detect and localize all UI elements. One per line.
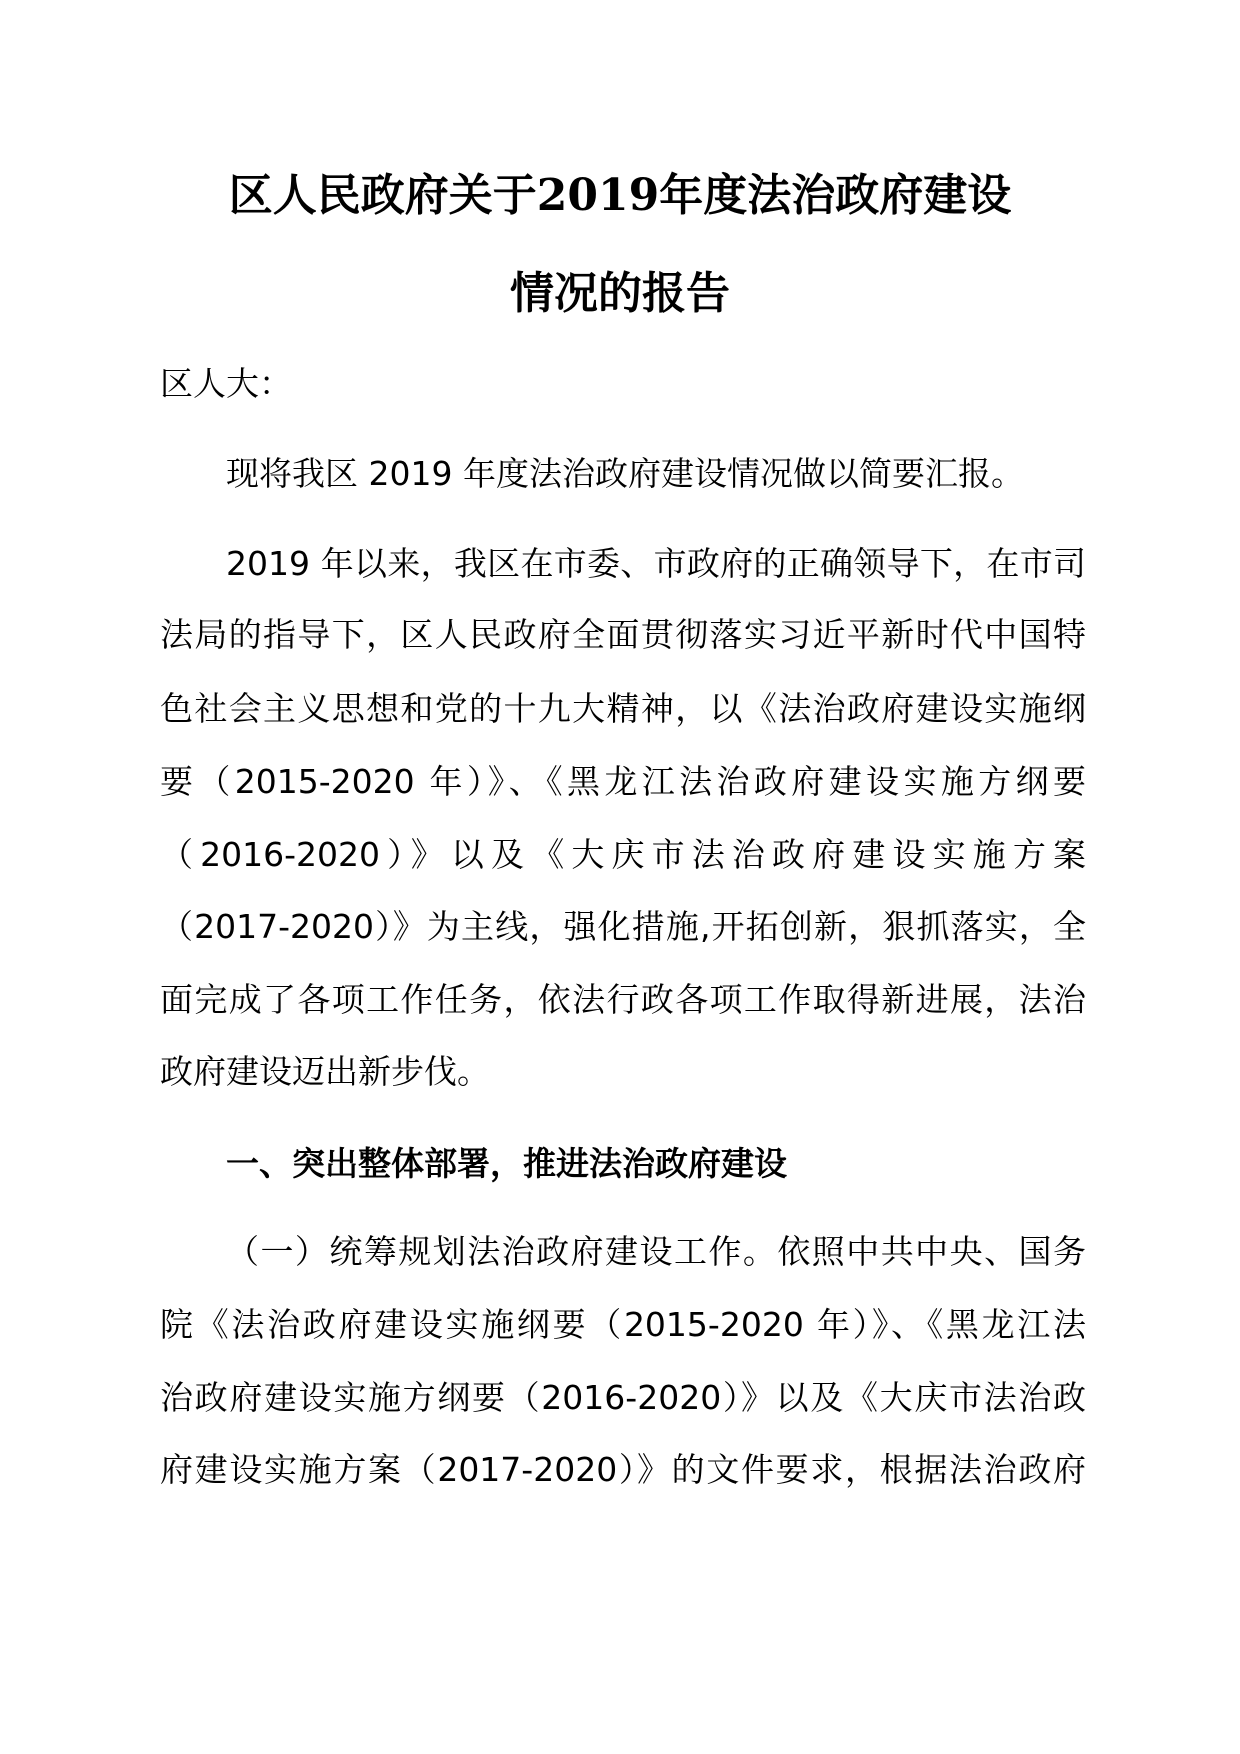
section-heading: 一、突出整体部署，推进法治政府建设 [226, 1144, 787, 1183]
document-title-line-1: 区人民政府关于2019年度法治政府建设 [228, 170, 1012, 221]
body-line: 要（2015-2020 年）》、《黑龙江法治政府建设实施方纲要 [160, 762, 1086, 801]
body-line: 院《法治政府建设实施纲要（2015-2020 年）》、《黑龙江法 [160, 1305, 1086, 1344]
body-line: 治政府建设实施方纲要（2016-2020）》以及《大庆市法治政 [160, 1378, 1086, 1417]
body-line: 政府建设迈出新步伐。 [160, 1052, 490, 1091]
body-line: （一）统筹规划法治政府建设工作。依照中共中央、国务 [226, 1232, 1086, 1271]
body-line: 法局的指导下，区人民政府全面贯彻落实习近平新时代中国特 [160, 615, 1086, 654]
body-line: 府建设实施方案（2017-2020）》的文件要求，根据法治政府 [160, 1450, 1086, 1489]
body-line: 2019 年以来，我区在市委、市政府的正确领导下，在市司 [226, 544, 1086, 583]
body-line: （2016-2020）》以及《大庆市法治政府建设实施方案 [160, 835, 1086, 874]
body-line: 色社会主义思想和党的十九大精神，以《法治政府建设实施纲 [160, 689, 1086, 728]
body-line: 面完成了各项工作任务，依法行政各项工作取得新进展，法治 [160, 980, 1086, 1019]
salutation: 区人大： [160, 364, 292, 403]
body-line: （2017-2020）》为主线，强化措施,开拓创新，狠抓落实，全 [160, 907, 1086, 946]
body-line: 现将我区 2019 年度法治政府建设情况做以简要汇报。 [226, 454, 1024, 493]
document-title-line-2: 情况的报告 [510, 268, 730, 319]
